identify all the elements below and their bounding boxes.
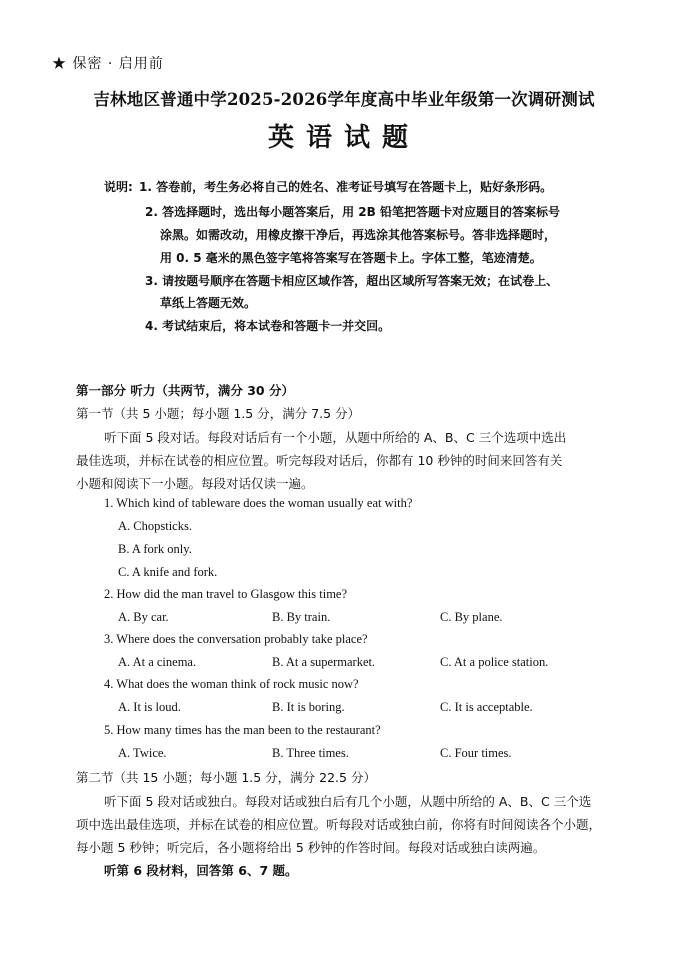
instruction-item: 3. 请按题号顺序在答题卡相应区域作答，超出区域所写答案无效；在试卷上、 (145, 274, 559, 288)
instruction-item: 4. 考试结束后，将本试卷和答题卡一并交回。 (145, 319, 391, 333)
instruction-item: 1. 答卷前，考生务必将自己的姓名、准考证号填写在答题卡上，贴好条形码。 (139, 180, 553, 194)
option-c: C. By plane. (440, 610, 503, 624)
option-a: A. By car. (118, 610, 169, 624)
option-a: A. It is loud. (118, 700, 181, 714)
instruction-item: 2. 答选择题时，选出每小题答案后，用 2B 铅笔把答题卡对应题目的答案标号 (145, 205, 560, 219)
material-note: 听第 6 段材料，回答第 6、7 题。 (104, 863, 298, 878)
option-b: B. It is boring. (272, 700, 345, 714)
option-a: A. Twice. (118, 746, 167, 760)
section2-directions: 每小题 5 秒钟；听完后，各小题将给出 5 秒钟的作答时间。每段对话或独白读两遍。 (76, 840, 546, 855)
option-a: A. At a cinema. (118, 655, 197, 669)
section2-directions: 项中选出最佳选项，并标在试卷的相应位置。听每段对话或独白前，你将有时间阅读各个小题， (76, 817, 602, 832)
section2-directions: 听下面 5 段对话或独白。每段对话或独白后有几个小题，从题中所给的 A、B、C 三个选 (104, 794, 592, 809)
section1-heading: 第一节（共 5 小题；每小题 1.5 分，满分 7.5 分） (76, 406, 361, 421)
option-b: B. A fork only. (118, 542, 192, 556)
instruction-item: 涂黑。如需改动，用橡皮擦干净后，再选涂其他答案标号。答非选择题时， (160, 228, 557, 242)
confidential-mark: ★ 保密 · 启用前 (52, 56, 164, 72)
option-b: B. At a supermarket. (272, 655, 376, 669)
section1-directions: 最佳选项，并标在试卷的相应位置。听完每段对话后，你都有 10 秒钟的时间来回答有关 (76, 453, 563, 468)
instruction-item: 草纸上答题无效。 (160, 296, 257, 310)
question-stem: 5. How many times has the man been to the restaurant? (104, 723, 381, 737)
option-c: C. At a police station. (440, 655, 549, 669)
option-c: C. It is acceptable. (440, 700, 533, 714)
section1-directions: 听下面 5 段对话。每段对话后有一个小题，从题中所给的 A、B、C 三个选项中选出 (104, 430, 567, 445)
question-stem: 1. Which kind of tableware does the woman usually eat with? (104, 496, 413, 510)
question-stem: 4. What does the woman think of rock music now? (104, 677, 359, 691)
part1-heading: 第一部分 听力（共两节，满分 30 分） (76, 383, 294, 398)
option-b: B. By train. (272, 610, 331, 624)
option-c: C. Four times. (440, 746, 512, 760)
instructions-label: 说明: (104, 180, 133, 194)
option-c: C. A knife and fork. (118, 565, 218, 579)
exam-title: 吉林地区普通中学2025-2026学年度高中毕业年级第一次调研测试 (93, 90, 595, 109)
question-stem: 3. Where does the conversation probably take place? (104, 632, 368, 646)
section1-directions: 小题和阅读下一小题。每段对话仅读一遍。 (76, 476, 314, 491)
option-b: B. Three times. (272, 746, 349, 760)
option-a: A. Chopsticks. (118, 519, 192, 533)
subject-title: 英语试题 (267, 123, 420, 153)
instruction-item: 用 0. 5 毫米的黑色签字笔将答案写在答题卡上。字体工整，笔迹清楚。 (160, 251, 542, 265)
question-stem: 2. How did the man travel to Glasgow this time? (104, 587, 348, 601)
section2-heading: 第二节（共 15 小题；每小题 1.5 分，满分 22.5 分） (76, 770, 376, 785)
